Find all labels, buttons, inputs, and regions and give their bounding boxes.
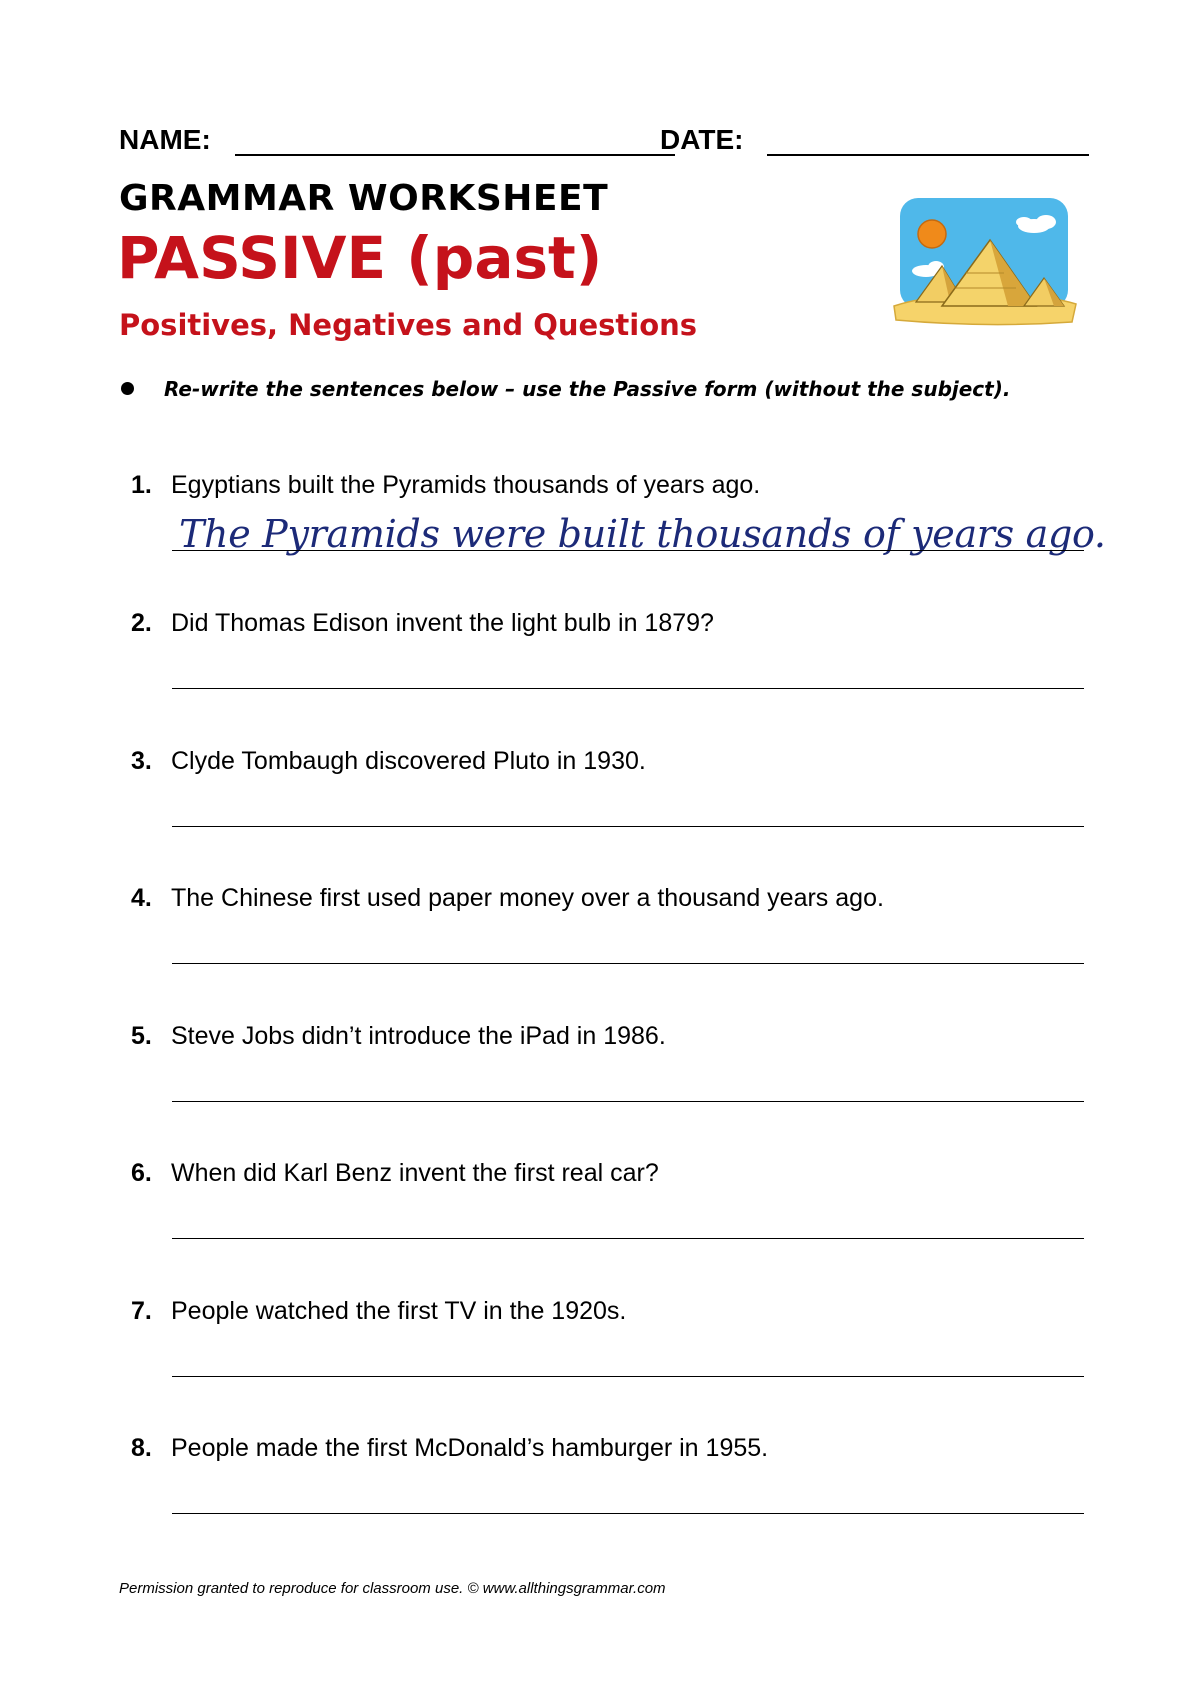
question-number: 7. [131,1297,152,1325]
answer-line[interactable] [172,1101,1084,1102]
pyramids-illustration [886,188,1080,328]
question-item [131,1019,1091,1109]
answer-line[interactable] [172,1513,1084,1514]
sun-icon [918,220,946,248]
question-number: 6. [131,1159,152,1187]
question-text: People made the first McDonald’s hamburger in 1955. [171,1434,769,1462]
question-number: 1. [131,471,152,499]
question-number: 5. [131,1022,152,1050]
instruction-text: Re-write the sentences below – use the Passive form (without the subject). [164,377,1011,401]
footer-permission: Permission granted to reproduce for classroom use. © www.allthingsgrammar.com [119,1580,666,1597]
question-item [131,881,1091,971]
question-item [131,1431,1091,1521]
name-label: NAME: [119,124,211,155]
worksheet-tagline: Positives, Negatives and Questions [119,308,698,342]
question-item [131,1294,1091,1384]
header-row [119,120,1089,160]
name-line[interactable] [235,154,675,156]
answer-line[interactable] [172,826,1084,827]
question-number: 4. [131,884,152,912]
worksheet-subtitle: PASSIVE (past) [117,224,603,292]
date-line[interactable] [767,154,1089,156]
bullet-icon [121,382,134,395]
question-text: When did Karl Benz invent the first real car? [171,1159,659,1187]
question-text: People watched the first TV in the 1920s. [171,1297,627,1325]
answer-line[interactable] [172,963,1084,964]
question-text: Clyde Tombaugh discovered Pluto in 1930. [171,747,646,775]
answer-line[interactable] [172,1238,1084,1239]
question-item [131,1156,1091,1246]
question-number: 3. [131,747,152,775]
worksheet-title: GRAMMAR WORKSHEET [119,178,609,219]
answer-line[interactable] [172,550,1084,551]
question-text: The Chinese first used paper money over a thousand years ago. [171,884,884,912]
question-number: 2. [131,609,152,637]
instruction [119,374,1079,404]
question-number: 8. [131,1434,152,1462]
answer-line[interactable] [172,688,1084,689]
answer-line[interactable] [172,1376,1084,1377]
answer-text: The Pyramids were built thousands of years ago. [179,512,1106,556]
date-label: DATE: [660,124,744,155]
question-item [131,606,1091,696]
question-item [131,468,1106,558]
question-text: Did Thomas Edison invent the light bulb in 1879? [171,609,714,637]
question-text: Steve Jobs didn’t introduce the iPad in 1986. [171,1022,666,1050]
question-text: Egyptians built the Pyramids thousands of years ago. [171,471,761,499]
question-item [131,744,1091,834]
